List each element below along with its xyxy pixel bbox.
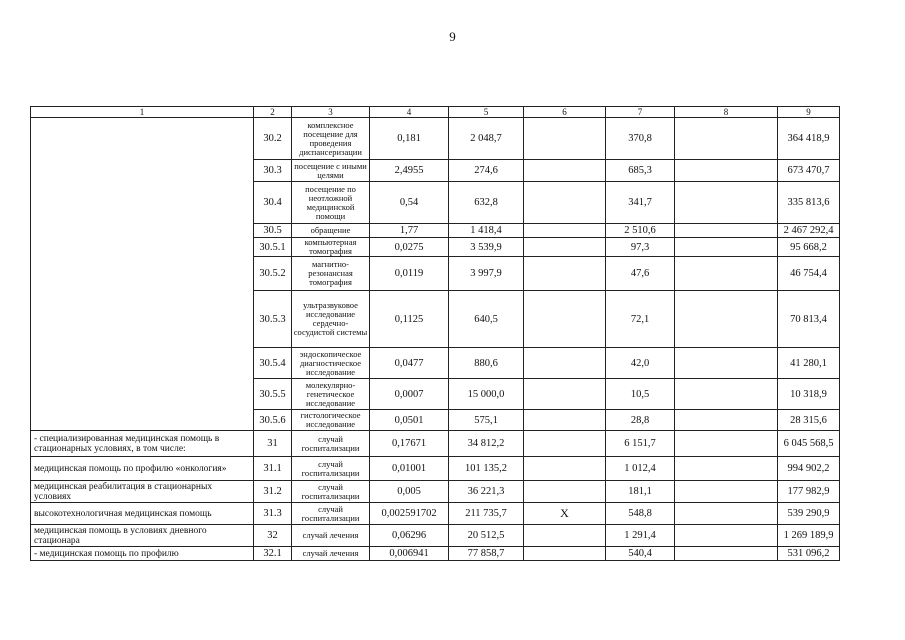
row-col7-value [675,525,778,547]
row-unit: посещение с иными целями [292,160,370,182]
row-col5-value [524,481,606,503]
row-col3-value: 0,01001 [370,457,449,481]
row-col4-value: 20 512,5 [449,525,524,547]
column-number: 6 [524,107,606,118]
row-col5-value [524,457,606,481]
row-col5-value [524,291,606,348]
row-col4-value: 632,8 [449,182,524,224]
row-col8-value: 177 982,9 [778,481,840,503]
row-name: медицинская помощь в условиях дневного стационара [31,525,254,547]
column-number-row [31,107,840,118]
row-name: медицинская реабилитация в стационарных условиях [31,481,254,503]
column-number: 4 [370,107,449,118]
row-col3-value: 0,0477 [370,348,449,379]
row-unit: обращение [292,224,370,238]
row-col5-value [524,160,606,182]
column-number: 5 [449,107,524,118]
row-col6-value: 97,3 [606,238,675,257]
row-col8-value: 673 470,7 [778,160,840,182]
row-code: 31 [254,431,292,457]
row-col6-value: 2 510,6 [606,224,675,238]
row-col7-value [675,348,778,379]
column-number: 2 [254,107,292,118]
row-col7-value [675,547,778,561]
row-col8-value: 10 318,9 [778,379,840,410]
row-unit: ультразвуковое исследование сердечно-сосудистой системы [292,291,370,348]
row-code: 32.1 [254,547,292,561]
row-col5-value [524,257,606,291]
financing-table [30,106,840,561]
row-col6-value: 540,4 [606,547,675,561]
row-col8-value: 539 290,9 [778,503,840,525]
row-code: 30.5.1 [254,238,292,257]
table-row [31,503,840,525]
row-col5-value [524,118,606,160]
row-col4-value: 101 135,2 [449,457,524,481]
row-col3-value: 0,181 [370,118,449,160]
row-col4-value: 15 000,0 [449,379,524,410]
row-col8-value: 1 269 189,9 [778,525,840,547]
row-unit: компьютерная томография [292,238,370,257]
row-col6-value: 548,8 [606,503,675,525]
row-col7-value [675,238,778,257]
row-unit: случай госпитализации [292,503,370,525]
row-col6-value: 370,8 [606,118,675,160]
row-code: 30.5.6 [254,410,292,431]
row-col8-value: 335 813,6 [778,182,840,224]
row-unit: случай госпитализации [292,457,370,481]
row-col5-value [524,182,606,224]
column-number: 3 [292,107,370,118]
row-code: 30.2 [254,118,292,160]
row-code: 30.5.5 [254,379,292,410]
row-col5-value [524,525,606,547]
row-col4-value: 1 418,4 [449,224,524,238]
row-col3-value: 0,0119 [370,257,449,291]
row-code: 31.1 [254,457,292,481]
row-name: - медицинская помощь по профилю [31,547,254,561]
row-name [31,118,254,431]
row-col4-value: 3 997,9 [449,257,524,291]
row-col3-value: 2,4955 [370,160,449,182]
row-col6-value: 10,5 [606,379,675,410]
row-col3-value: 0,002591702 [370,503,449,525]
row-code: 31.3 [254,503,292,525]
table-row [31,481,840,503]
row-col4-value: 77 858,7 [449,547,524,561]
row-col6-value: 6 151,7 [606,431,675,457]
row-unit: гистологическое исследование [292,410,370,431]
row-col4-value: 34 812,2 [449,431,524,457]
row-col3-value: 0,17671 [370,431,449,457]
table-row [31,457,840,481]
row-col6-value: 72,1 [606,291,675,348]
row-col8-value: 2 467 292,4 [778,224,840,238]
row-col3-value: 1,77 [370,224,449,238]
row-col6-value: 1 291,4 [606,525,675,547]
row-col7-value [675,182,778,224]
row-col6-value: 685,3 [606,160,675,182]
row-col5-value [524,238,606,257]
row-col8-value: 46 754,4 [778,257,840,291]
column-number: 8 [675,107,778,118]
row-col7-value [675,410,778,431]
row-col8-value: 70 813,4 [778,291,840,348]
row-code: 30.3 [254,160,292,182]
row-name: высокотехнологичная медицинская помощь [31,503,254,525]
row-col6-value: 341,7 [606,182,675,224]
row-col7-value [675,503,778,525]
column-number: 7 [606,107,675,118]
row-col3-value: 0,005 [370,481,449,503]
row-col4-value: 575,1 [449,410,524,431]
row-col3-value: 0,06296 [370,525,449,547]
row-col4-value: 640,5 [449,291,524,348]
row-unit: эндоскопическое диагностическое исследование [292,348,370,379]
row-col3-value: 0,54 [370,182,449,224]
row-unit: молекулярно-генетическое исследование [292,379,370,410]
column-number: 9 [778,107,840,118]
row-unit: случай лечения [292,525,370,547]
row-unit: магнитно-резонансная томография [292,257,370,291]
row-col7-value [675,257,778,291]
row-col7-value [675,481,778,503]
row-col8-value: 994 902,2 [778,457,840,481]
row-code: 31.2 [254,481,292,503]
row-col6-value: 42,0 [606,348,675,379]
row-col5-value [524,224,606,238]
row-col8-value: 6 045 568,5 [778,431,840,457]
row-col7-value [675,118,778,160]
row-unit: посещение по неотложной медицинской помощи [292,182,370,224]
table-row [31,118,840,160]
row-unit: комплексное посещение для проведения диспансеризации [292,118,370,160]
row-col4-value: 3 539,9 [449,238,524,257]
row-col4-value: 274,6 [449,160,524,182]
row-col8-value: 364 418,9 [778,118,840,160]
row-unit: случай госпитализации [292,431,370,457]
row-col3-value: 0,0501 [370,410,449,431]
table-row [31,431,840,457]
row-col3-value: 0,0275 [370,238,449,257]
row-col8-value: 95 668,2 [778,238,840,257]
row-col6-value: 1 012,4 [606,457,675,481]
row-col7-value [675,457,778,481]
row-code: 30.5.4 [254,348,292,379]
row-col5-value: X [524,503,606,525]
row-col5-value [524,410,606,431]
row-unit: случай госпитализации [292,481,370,503]
row-col7-value [675,291,778,348]
row-col6-value: 28,8 [606,410,675,431]
row-col7-value [675,379,778,410]
row-code: 30.5 [254,224,292,238]
row-col4-value: 2 048,7 [449,118,524,160]
row-unit: случай лечения [292,547,370,561]
page-number: 9 [449,29,456,44]
row-col3-value: 0,0007 [370,379,449,410]
row-col7-value [675,431,778,457]
table-row [31,525,840,547]
row-col5-value [524,379,606,410]
row-col6-value: 47,6 [606,257,675,291]
row-code: 30.5.2 [254,257,292,291]
row-col6-value: 181,1 [606,481,675,503]
column-number: 1 [31,107,254,118]
row-col8-value: 41 280,1 [778,348,840,379]
table-row [31,547,840,561]
row-col4-value: 36 221,3 [449,481,524,503]
row-col5-value [524,348,606,379]
row-name: - специализированная медицинская помощь в стационарных условиях, в том числе: [31,431,254,457]
row-name: медицинская помощь по профилю «онкология» [31,457,254,481]
row-code: 32 [254,525,292,547]
row-col7-value [675,160,778,182]
row-col4-value: 211 735,7 [449,503,524,525]
row-code: 30.5.3 [254,291,292,348]
row-col5-value [524,431,606,457]
row-col7-value [675,224,778,238]
row-col3-value: 0,1125 [370,291,449,348]
row-col8-value: 531 096,2 [778,547,840,561]
row-col4-value: 880,6 [449,348,524,379]
row-col3-value: 0,006941 [370,547,449,561]
row-col8-value: 28 315,6 [778,410,840,431]
row-col5-value [524,547,606,561]
row-code: 30.4 [254,182,292,224]
